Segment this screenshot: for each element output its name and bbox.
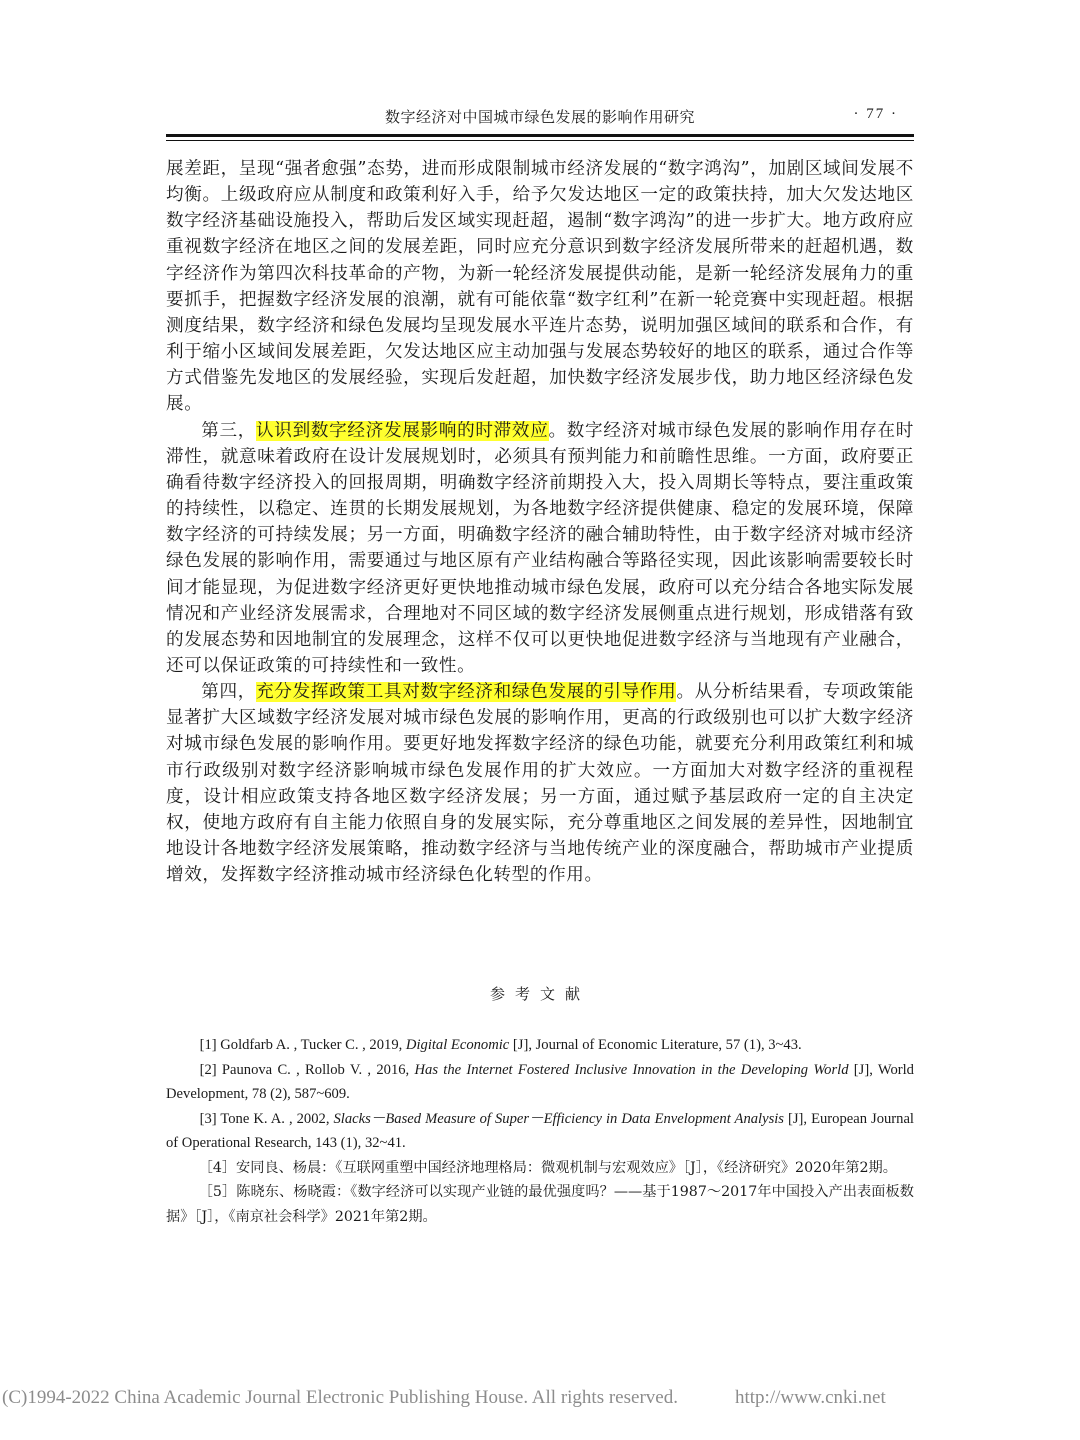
running-title: 数字经济对中国城市绿色发展的影响作用研究 bbox=[384, 108, 695, 126]
article-body bbox=[166, 156, 914, 888]
reference-title: Has the Internet Fostered Inclusive Innovation in the Developing World bbox=[414, 1061, 849, 1078]
paragraph-text: 。从分析结果看，专项政策能显著扩大区域数字经济发展对城市绿色发展的影响作用，更高的行政级别也可以扩大数字经济对城市绿色发展的影响作用。要更好地发挥数字经济的绿色功能，就要充分利用政策红利和城市行政级别对数字经济影响城市绿色发展作用的扩大效应。一方面加大对数字经济的重视程度，设计相应政策支持各地区数字经济发展；另一方面，通过赋予基层政府一定的自主决定权，使地方政府有自主能力依照自身的发展实际，充分尊重地区之间发展的差异性，因地制宜地设计各地数字经济发展策略，推动数字经济与当地传统产业的深度融合，帮助城市产业提质增效，发挥数字经济推动城市经济绿色化转型的作用。 bbox=[166, 682, 914, 886]
reference-item bbox=[166, 1033, 914, 1058]
reference-text: [J], European Journal of Operational Research, 143 (1), 32~41. bbox=[166, 1110, 914, 1151]
highlighted-heading[interactable]: 充分发挥政策工具对数字经济和绿色发展的引导作用 bbox=[256, 682, 677, 703]
paragraph-text: 。数字经济对城市绿色发展的影响作用存在时滞性，就意味着政府在设计发展规划时，必须具有预判能力和前瞻性思维。一方面，政府要正确看待数字经济投入的回报周期，明确数字经济前期投入大，投入周期长等特点，要注重政策的持续性，以稳定、连贯的长期发展规划，为各地数字经济提供健康、稳定的发展环境，保障数字经济的可持续发展；另一方面，明确数字经济的融合辅助特性，由于数字经济对城市经济绿色发展的影响作用，需要通过与地区原有产业结构融合等路径实现，因此该影响需要较长时间才能显现，为促进数字经济更好更快地推动城市绿色发展，政府可以充分结合各地实际发展情况和产业经济发展需求，合理地对不同区域的数字经济发展侧重点进行规划，形成错落有致的发展态势和因地制宜的发展理念，这样不仅可以更快地促进数字经济与当地现有产业融合，还可以保证政策的可持续性和一致性。 bbox=[166, 420, 914, 676]
paragraph-lead: 第三， bbox=[201, 420, 257, 441]
reference-text: [J], Journal of Economic Literature, 57 (1), 3~43. bbox=[509, 1037, 802, 1053]
reference-title: Digital Economic bbox=[405, 1037, 510, 1053]
reference-item: ［5］陈晓东、杨晓霞：《数字经济可以实现产业链的最优强度吗？——基于1987～2017年中国投入产出表面板数据》［J］，《南京社会科学》2021年第2期。 bbox=[166, 1184, 914, 1225]
paragraph-lead: 第四， bbox=[201, 682, 257, 703]
running-header bbox=[166, 106, 914, 132]
reference-item bbox=[166, 1058, 914, 1107]
reference-text: [J], World Development, 78 (2), 587~609. bbox=[166, 1061, 914, 1102]
references-list bbox=[166, 1033, 914, 1229]
paragraph-fourth-point bbox=[166, 679, 914, 888]
paragraph-continued: 展差距，呈现“强者愈强”态势，进而形成限制城市经济发展的“数字鸿沟”，加剧区域间发展不均衡。上级政府应从制度和政策利好入手，给予欠发达地区一定的政策扶持，加大欠发达地区数字经济基础设施投入，帮助后发区域实现赶超，遏制“数字鸿沟”的进一步扩大。地方政府应重视数字经济在地区之间的发展差距，同时应充分意识到数字经济发展所带来的赶超机遇，数字经济作为第四次科技革命的产物，为新一轮经济发展提供动能，是新一轮经济发展角力的重要抓手，把握数字经济发展的浪潮，就有可能依靠“数字红利”在新一轮竞赛中实现赶超。根据测度结果，数字经济和绿色发展均呈现发展水平连片态势，说明加强区域间的联系和合作，有利于缩小区域间发展差距，欠发达地区应主动加强与发展态势较好的地区的联系，通过合作等方式借鉴先发地区的发展经验，实现后发赶超，加快数字经济发展步伐，助力地区经济绿色发展。 bbox=[166, 159, 914, 415]
reference-text: [2] Paunova C. , Rollob V. , 2016, bbox=[199, 1061, 415, 1078]
highlighted-heading[interactable]: 认识到数字经济发展影响的时滞效应 bbox=[256, 420, 549, 441]
reference-title: Slacks－Based Measure of Super－Efficiency in Data Envelopment Analysis bbox=[333, 1110, 784, 1127]
page-number: · 77 · bbox=[853, 106, 898, 122]
paragraph-third-point bbox=[166, 418, 914, 680]
reference-text: [3] Tone K. A. , 2002, bbox=[199, 1110, 334, 1127]
references-heading: 参考文献 bbox=[489, 985, 590, 1003]
reference-text: [1] Goldfarb A. , Tucker C. , 2019, bbox=[199, 1037, 406, 1053]
reference-item: ［4］安同良、杨晨：《互联网重塑中国经济地理格局：微观机制与宏观效应》［J］，《经济研究》2020年第2期。 bbox=[198, 1159, 897, 1176]
reference-item bbox=[166, 1107, 914, 1156]
header-rule-thin bbox=[166, 140, 914, 141]
cnki-link[interactable]: http://www.cnki.net bbox=[735, 1387, 886, 1408]
header-rule-thick bbox=[166, 134, 914, 137]
copyright-notice: (C)1994-2022 China Academic Journal Electronic Publishing House. All rights reserved. bbox=[2, 1387, 678, 1408]
